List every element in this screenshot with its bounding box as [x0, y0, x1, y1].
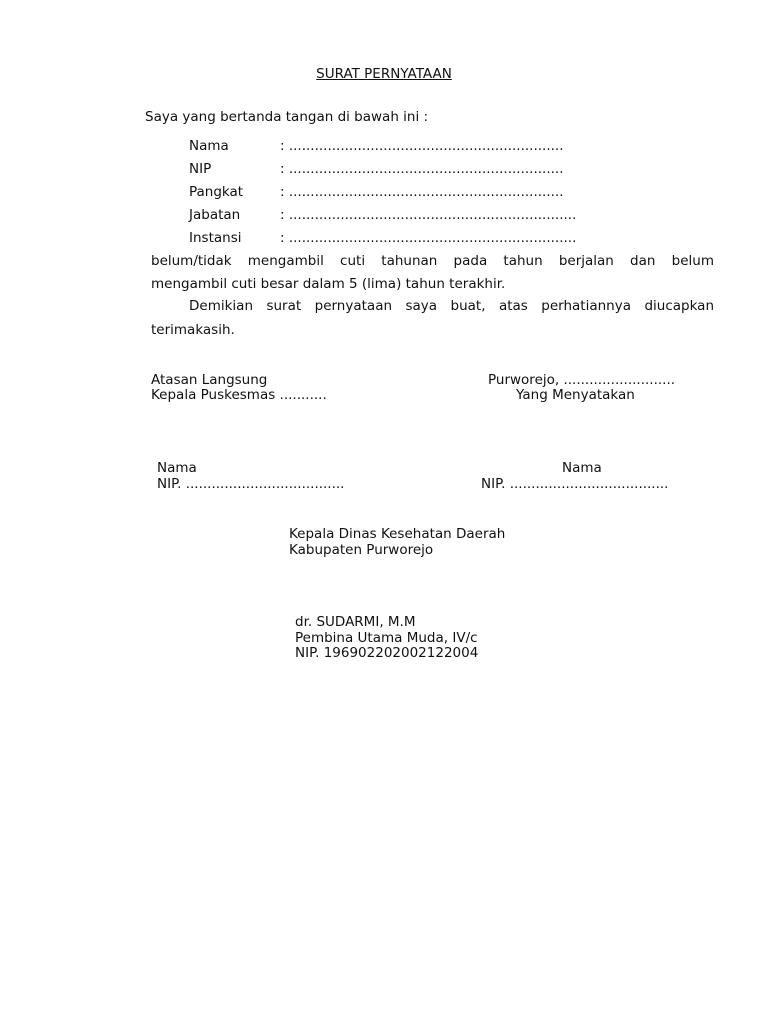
statement-line-2: mengambil cuti besar dalam 5 (lima) tahun terakhir.	[151, 276, 506, 292]
field-value-instansi: : ...................................................................	[280, 230, 577, 246]
official-title-line-1: Kepala Dinas Kesehatan Daerah	[289, 526, 506, 542]
left-sign-nip: NIP. .....................................	[157, 476, 345, 492]
closing-line-2: terimakasih.	[151, 322, 235, 338]
official-nip: NIP. 196902202002122004	[295, 645, 479, 661]
right-sign-nip: NIP. .....................................	[481, 476, 669, 492]
official-name: dr. SUDARMI, M.M	[295, 614, 416, 630]
field-value-pangkat: : ................................................................	[280, 184, 564, 200]
field-label-nama: Nama	[189, 138, 229, 154]
official-rank: Pembina Utama Muda, IV/c	[295, 630, 478, 646]
official-title-line-2: Kabupaten Purworejo	[289, 542, 434, 558]
document-title	[0, 66, 768, 82]
left-sign-line-2: Kepala Puskesmas ...........	[151, 387, 327, 403]
statement-line-1: belum/tidak mengambil cuti tahunan pada tahun berjalan dan belum	[151, 253, 714, 269]
document-title-text: SURAT PERNYATAAN	[316, 66, 452, 82]
field-value-nip: : ................................................................	[280, 161, 564, 177]
field-value-jabatan: : ...................................................................	[280, 207, 577, 223]
left-sign-name: Nama	[157, 460, 197, 476]
right-sign-name: Nama	[562, 460, 602, 476]
right-sign-line-2: Yang Menyatakan	[516, 387, 635, 403]
field-label-pangkat: Pangkat	[189, 184, 244, 200]
field-label-nip: NIP	[189, 161, 212, 177]
right-sign-line-1: Purworejo, ..........................	[488, 372, 676, 388]
left-sign-line-1: Atasan Langsung	[151, 372, 268, 388]
closing-line-1: Demikian surat pernyataan saya buat, atas perhatiannya diucapkan	[189, 298, 714, 314]
field-label-instansi: Instansi	[189, 230, 242, 246]
field-label-jabatan: Jabatan	[189, 207, 241, 223]
intro-text: Saya yang bertanda tangan di bawah ini :	[145, 109, 429, 125]
field-value-nama: : ................................................................	[280, 138, 564, 154]
